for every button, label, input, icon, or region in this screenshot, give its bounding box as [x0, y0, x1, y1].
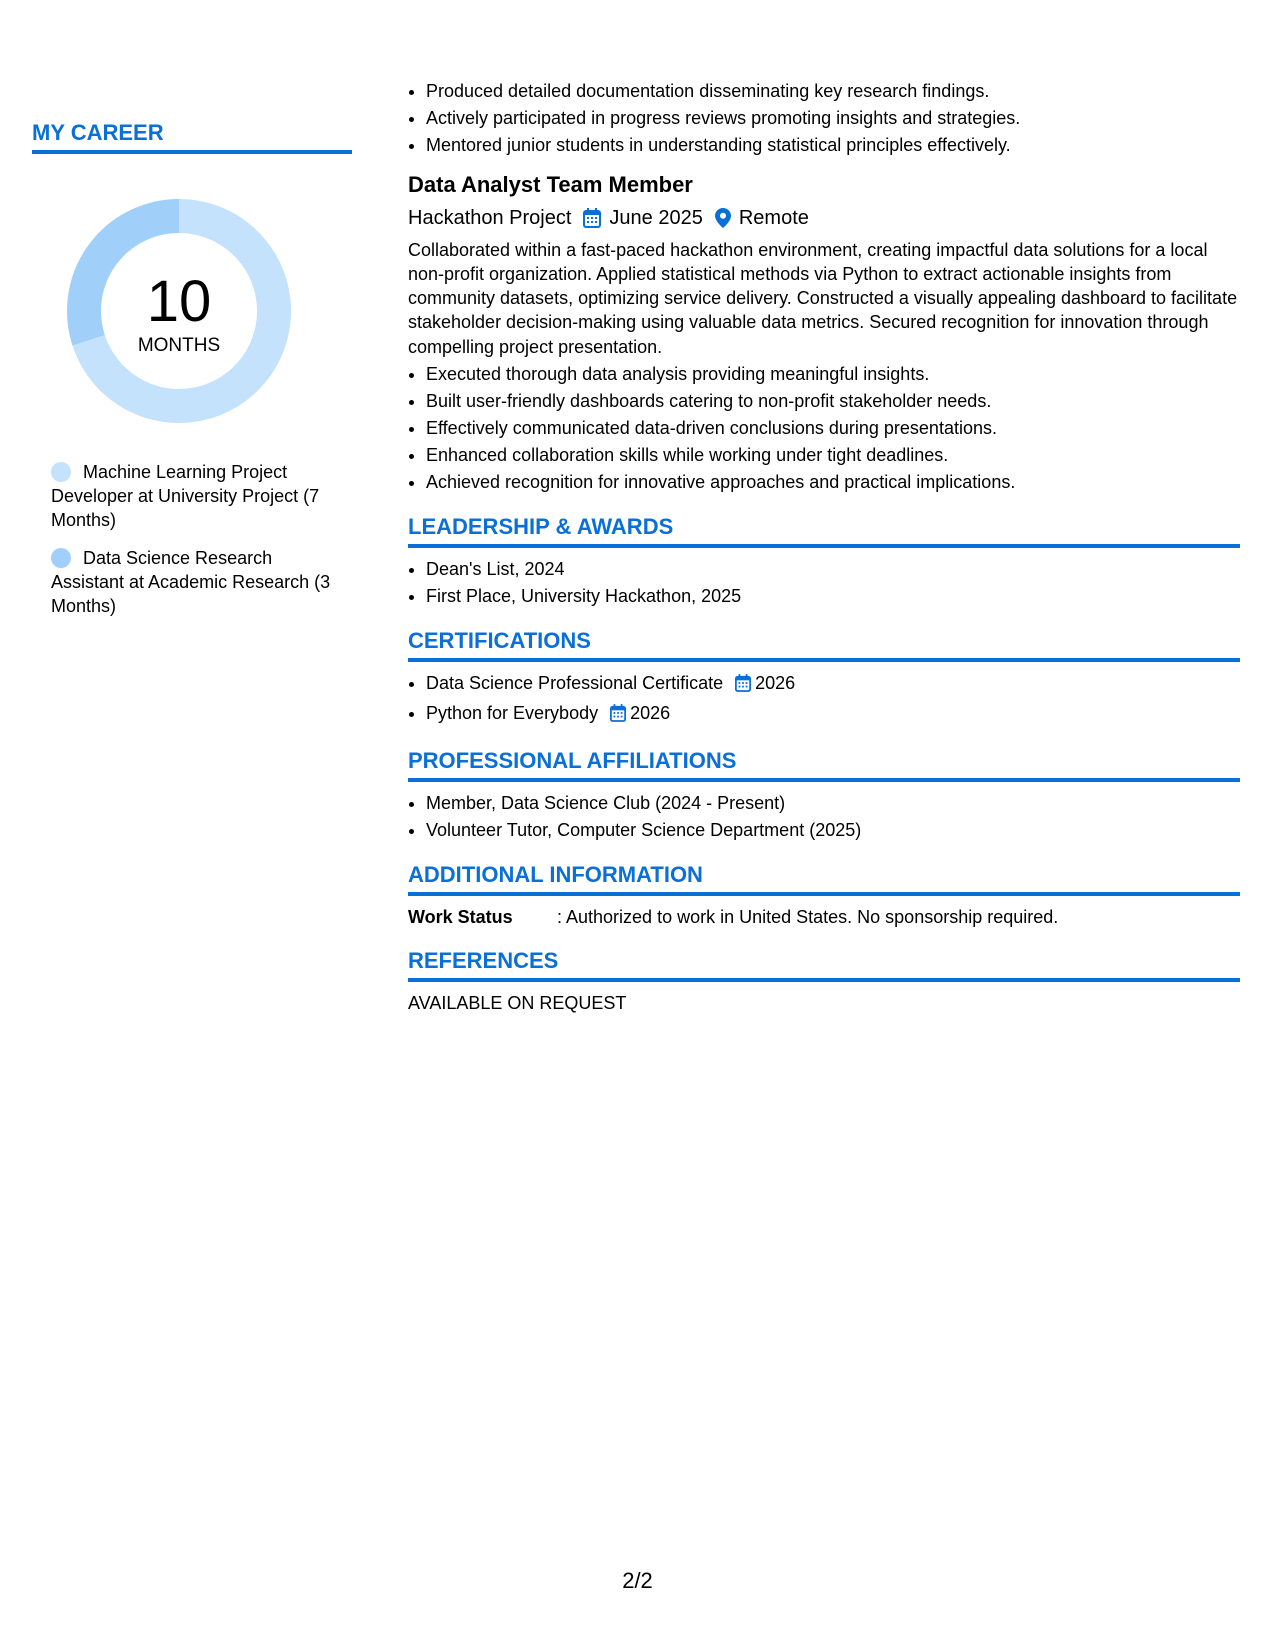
legend-item — [51, 546, 341, 618]
list-item: • Member, Data Science Club (2024 - Present) — [426, 790, 1240, 817]
certifications-heading: CERTIFICATIONS — [408, 628, 1240, 662]
cert-year: 2026 — [630, 703, 671, 724]
list-item: • Dean's List, 2024 — [426, 556, 1240, 583]
previous-job-bullets — [408, 78, 1240, 159]
career-heading: MY CAREER — [32, 120, 352, 154]
list-item: • Volunteer Tutor, Computer Science Department (2025) — [426, 817, 1240, 844]
main-content — [408, 78, 1240, 1016]
career-sidebar — [32, 120, 352, 632]
references-text: AVAILABLE ON REQUEST — [408, 993, 627, 1014]
affiliations-section — [408, 748, 1240, 844]
job-bullets — [408, 361, 1240, 496]
job-org: Hackathon Project — [408, 206, 572, 229]
list-item: • Mentored junior students in understanding statistical principles effectively. — [426, 132, 1240, 159]
affiliations-heading: PROFESSIONAL AFFILIATIONS — [408, 748, 1240, 782]
work-status-value: : Authorized to work in United States. No sponsorship required. — [557, 907, 1059, 928]
list-item: • First Place, University Hackathon, 2025 — [426, 583, 1240, 610]
list-item: • Enhanced collaboration skills while working under tight deadlines. — [426, 442, 1240, 469]
donut-center — [66, 198, 292, 424]
legend-dot — [51, 462, 71, 482]
career-total-value: 10 — [146, 269, 212, 335]
career-total-unit: MONTHS — [137, 335, 221, 357]
certifications-list — [408, 670, 1240, 730]
additional-section — [408, 862, 1240, 930]
references-heading: REFERENCES — [408, 948, 1240, 982]
cert-name: Python for Everybody — [426, 703, 599, 724]
references-section — [408, 948, 1240, 1016]
cert-name: Data Science Professional Certificate — [426, 673, 724, 694]
list-item: • Executed thorough data analysis providing meaningful insights. — [426, 361, 1240, 388]
list-item: • Produced detailed documentation disseminating key research findings. — [426, 78, 1240, 105]
job-title: Data Analyst Team Member — [408, 172, 693, 197]
list-item: • Built user-friendly dashboards catering to non-profit stakeholder needs. — [426, 388, 1240, 415]
work-status-row — [408, 904, 1240, 930]
list-item: • Actively participated in progress reviews promoting insights and strategies. — [426, 105, 1240, 132]
career-donut-chart — [66, 198, 292, 424]
page-number: 2/2 — [622, 1568, 653, 1593]
job-location: Remote — [738, 206, 809, 229]
career-legend — [51, 460, 341, 618]
legend-item — [51, 460, 341, 532]
legend-label: Machine Learning Project Developer at University Project (7 Months) — [51, 462, 320, 531]
leadership-section — [408, 514, 1240, 610]
legend-label: Data Science Research Assistant at Academic Research (3 Months) — [51, 548, 331, 617]
leadership-heading: LEADERSHIP & AWARDS — [408, 514, 1240, 548]
calendar-icon — [735, 673, 751, 700]
job-date: June 2025 — [609, 206, 703, 229]
calendar-icon — [583, 208, 601, 228]
additional-heading: ADDITIONAL INFORMATION — [408, 862, 1240, 896]
legend-dot — [51, 548, 71, 568]
job-description: Collaborated within a fast-paced hackathon environment, creating impactful data solutions for a local non-profit organization. Applied statistical methods via Python to extract actionable insights from community datasets, optimizing service delivery. Constructed a visually appealing dashboard to facilitate stakeholder decision-making using valuable data metrics. Secured recognition for innovation through compelling project presentation. — [408, 239, 1238, 357]
list-item: • Achieved recognition for innovative approaches and practical implications. — [426, 469, 1240, 496]
cert-year: 2026 — [755, 673, 796, 694]
calendar-icon — [610, 703, 626, 730]
certifications-section — [408, 628, 1240, 730]
list-item: • Effectively communicated data-driven conclusions during presentations. — [426, 415, 1240, 442]
job-meta — [408, 204, 1240, 232]
work-status-label: Work Status — [408, 907, 513, 928]
affiliations-list — [408, 790, 1240, 844]
list-item — [426, 700, 1240, 730]
map-pin-icon — [715, 208, 731, 228]
leadership-list — [408, 556, 1240, 610]
list-item — [426, 670, 1240, 700]
